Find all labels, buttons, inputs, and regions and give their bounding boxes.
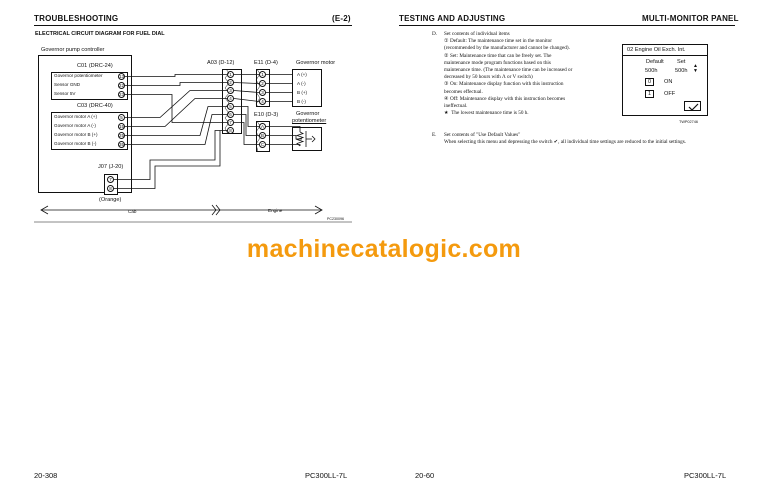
item-d-line: ② Set: Maintenance time that can be freely set. The [444, 52, 552, 59]
c01-pin: 22 [119, 83, 125, 88]
monitor-figure-id: TWP02746 [679, 120, 698, 124]
c03-pin: 25 [119, 133, 125, 138]
monitor-off-label: OFF [664, 91, 676, 97]
c03-signal: Governor motor B (+) [54, 132, 98, 137]
item-d-line: ④ Off: Maintenance display with this instruction becomes [444, 95, 566, 102]
item-d-note [444, 110, 572, 117]
a03-pin: 3 [227, 87, 234, 94]
item-d-line: ineffectual. [444, 103, 468, 110]
item-d-line: maintenance time. (The maintenance time can be increased or [444, 67, 573, 74]
c01-signal: Governor potentiometer [54, 73, 103, 78]
a03-pin: 5 [227, 103, 234, 110]
zone-engine: Engine [268, 208, 283, 213]
right-section-subject: MULTI-MONITOR PANEL [642, 14, 739, 23]
e11-pin: 2 [259, 80, 266, 87]
right-page-number: 20-60 [415, 471, 435, 480]
left-section-title: TROUBLESHOOTING [34, 14, 119, 23]
monitor-val-default: 500h [645, 68, 658, 74]
left-page-number: 20-308 [34, 471, 58, 480]
c01-signal: Sensor GND [54, 82, 81, 87]
monitor-title-rule [622, 55, 708, 56]
right-model: PC300LL-7L [684, 471, 727, 480]
item-d-line: decreased by 50 hours with Λ or V switch) [444, 74, 533, 81]
a03-pin: 8 [227, 127, 234, 134]
a03-pin: 6 [227, 111, 234, 118]
e11-label: E11 (D-4) [254, 60, 278, 66]
item-d-note-text: The lowest maintenance time is 50 h. [451, 110, 529, 117]
item-d-line: Set contents of individual items [444, 31, 510, 37]
e10-pin: C [260, 142, 265, 147]
a03-pin: 1 [227, 71, 234, 78]
e11-pin: 4 [259, 98, 266, 105]
a03-pin: 2 [227, 79, 234, 86]
c03-signal: Governor motor B (-) [54, 141, 97, 146]
a03-pin: 4 [227, 95, 234, 102]
item-e-line: When selecting this menu and depressing the switch ✔, all individual time settings are reduced to the initial settings. [444, 139, 687, 146]
c03-pin: 15 [119, 124, 125, 129]
c01-pin: 23 [119, 92, 125, 97]
item-e-label: E. [432, 132, 437, 138]
monitor-off-key: 1 [645, 90, 654, 98]
left-section-code: (E-2) [332, 14, 351, 23]
checkmark-icon [685, 102, 702, 112]
c03-label: C03 (DRC-40) [77, 103, 113, 109]
c03-pin: 35 [119, 142, 125, 147]
item-d-line: maintenance mode program functions based on this [444, 59, 551, 66]
item-d-line: ① Default: The maintenance time set in the monitor [444, 38, 552, 45]
star-icon: ★ [444, 110, 449, 117]
e10-label: E10 (D-3) [254, 112, 279, 118]
up-down-arrow-icon: ▲ ▼ [693, 63, 698, 74]
c03-signal: Governor motor A (-) [54, 123, 96, 128]
watermark: machinecatalogic.com [246, 235, 522, 263]
monitor-col-default: Default [646, 59, 664, 65]
item-d-line: ③ On: Maintenance display function with this instruction [444, 81, 564, 88]
controller-label: Governor pump controller [41, 47, 105, 53]
c03-signal: Governor motor A (+) [54, 114, 98, 119]
pot-label-1: Governor [296, 111, 320, 117]
right-header-rule [399, 25, 735, 26]
monitor-col-set: Set [677, 59, 686, 65]
monitor-confirm-key [684, 101, 701, 111]
pot-label-2: potentiometer [292, 118, 327, 124]
a03-label: A03 (D-12) [207, 60, 235, 66]
e10-pin: B [260, 133, 264, 138]
j07-pin: 8 [107, 185, 114, 192]
a03-pin: 7 [227, 119, 234, 126]
j07-pin: 7 [107, 176, 114, 183]
c01-label: C01 (DRC-24) [77, 63, 113, 69]
e11-pin: 3 [259, 89, 266, 96]
motor-signal: B (+) [297, 90, 308, 95]
motor-signal: B (-) [297, 99, 306, 104]
j07-label: J07 (J-20) [98, 164, 124, 170]
right-section-title: TESTING AND ADJUSTING [399, 14, 506, 23]
c03-pin: 5 [118, 114, 125, 121]
c01-signal: Sensor 5V [54, 91, 76, 96]
monitor-title: 02 Engine Oil Exch. Int. [627, 47, 686, 53]
item-d-label: D. [432, 31, 438, 37]
diagram-title: ELECTRICAL CIRCUIT DIAGRAM FOR FUEL DIAL [35, 31, 165, 37]
monitor-val-set: 500h [675, 68, 688, 74]
item-d-line: (recommended by the manufacturer and cannot be changed). [444, 45, 570, 52]
left-model: PC300LL-7L [305, 471, 348, 480]
e10-pin: A [260, 124, 264, 129]
item-d-line: becomes effectual. [444, 88, 483, 95]
item-e-body [444, 132, 686, 146]
j07-color: (Orange) [99, 197, 122, 203]
zone-cab: Cab [128, 209, 137, 214]
figure-id: PC230096 [327, 217, 344, 221]
item-d-body [444, 31, 572, 117]
monitor-on-key: 0 [645, 78, 654, 86]
motor-signal: A (-) [297, 81, 306, 86]
monitor-on-label: ON [664, 79, 673, 85]
item-e-line: Set contents of "Use Default Values" [444, 132, 521, 138]
motor-signal: A (+) [297, 72, 307, 77]
e11-pin: 1 [259, 71, 266, 78]
governor-motor-label: Governor motor [296, 60, 336, 66]
c01-pin: 13 [119, 74, 125, 79]
